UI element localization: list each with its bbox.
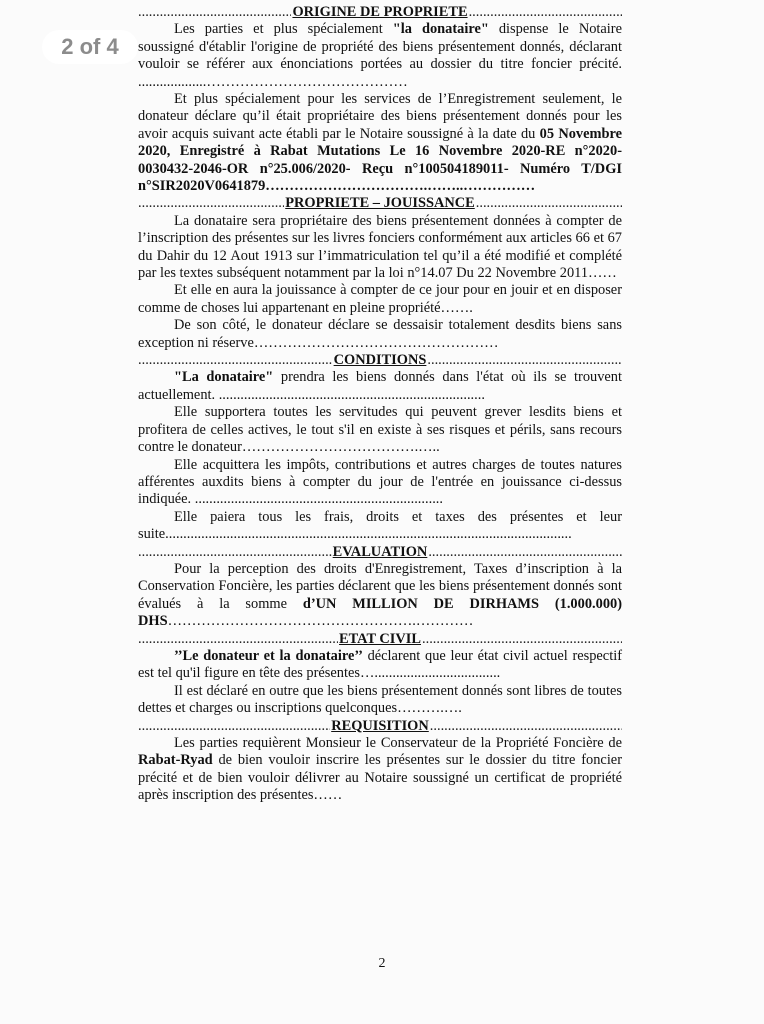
paragraph — [138, 648, 622, 683]
paragraph: Et elle en aura la jouissance à compter de ce jour pour en jouir et en disposer comme de choses lui appartenant en pleine propriété……. — [138, 282, 622, 316]
heading-evaluation — [138, 544, 622, 561]
paragraph — [138, 21, 622, 91]
section-title: ORIGINE DE PROPRIETE — [292, 4, 468, 20]
paragraph: Elle acquittera les impôts, contributions et autres charges de toutes natures afférentes auxdits biens à compter du jour de l'entrée en jouissance ci-dessus indiquée. ..................................................................... — [138, 456, 622, 508]
section-title: CONDITIONS — [333, 352, 427, 369]
dot-leader — [428, 544, 622, 561]
dot-leader — [138, 631, 338, 648]
dot-leader — [138, 718, 330, 735]
document-body — [138, 4, 622, 805]
paragraph — [138, 91, 622, 195]
dot-leader — [422, 631, 622, 648]
dot-leader — [138, 352, 333, 369]
paragraph: De son côté, le donateur déclare se dessaisir totalement desdits biens sans exception ni réserve…………………………………………… — [138, 317, 622, 351]
heading-etat-civil — [138, 631, 622, 648]
text: déclarent que leur état civil actuel respectif est tel qu'il figure en tête des présentes…................................... — [138, 647, 622, 682]
paragraph: Il est déclaré en outre que les biens présentement donnés sont libres de toutes dettes et charges ou inscriptions quelconques……….…. — [138, 682, 622, 717]
bold-text: 05 Novembre 2020, Enregistré à Rabat Mutations Le 16 Novembre 2020-RE n°2020-0030432-2046-OR n°25.006/2020- Reçu n°100504189011- Numéro T/DGI n°SIR2020V0641879…………………………….……..…………… — [138, 125, 622, 195]
paragraph — [138, 735, 622, 805]
section-title: PROPRIETE – JOUISSANCE — [285, 195, 475, 212]
paragraph — [138, 561, 622, 631]
bold-text: ’’Le donateur et la donataire’’ — [174, 647, 363, 664]
text: …………………………………………….………… — [167, 613, 474, 630]
paragraph — [138, 369, 622, 404]
section-title: EVALUATION — [332, 543, 428, 560]
heading-origine-de-propriete — [138, 4, 622, 21]
section-title: REQUISITION — [331, 717, 429, 734]
text: Les parties requièrent Monsieur le Conservateur de la Propriété Foncière de — [174, 734, 622, 751]
paragraph: La donataire sera propriétaire des biens présentement données à compter de l’inscription des présentes sur les livres fonciers conformément aux articles 66 et 67 du Dahir du 12 Aout 1913 sur l’immatriculation tel qu’il a été modifié et complété par les textes subséquent notamment par la loi n°14.07 Du 22 Novembre 2011…… — [138, 212, 622, 282]
text: Les parties et plus spécialement — [174, 21, 393, 38]
bold-text: Rabat-Ryad — [138, 752, 213, 769]
section-title: ETAT CIVIL — [339, 630, 421, 647]
text: prendra les biens donnés dans l'état où ils se trouvent actuellement. .......................................................................... — [138, 369, 622, 403]
text: Pour la perception des droits d'Enregistrement, Taxes d’inscription à la Conservation Foncière, les parties déclarent que les biens présentement donnés sont évalués à la somme — [138, 560, 622, 612]
dot-leader — [427, 352, 622, 369]
heading-propriete-jouissance — [138, 195, 622, 212]
paragraph: Elle supportera toutes les servitudes qui peuvent grever lesdits biens et profitera de celles actives, le tout s'il en existe à ses risques et périls, sans recours contre le donateur……………………………….….. — [138, 404, 622, 456]
dot-leader — [476, 195, 622, 212]
dot-leader — [138, 4, 291, 21]
bold-text: "La donataire" — [174, 369, 274, 386]
heading-requisition — [138, 718, 622, 735]
dot-leader — [430, 718, 622, 735]
text: de bien vouloir inscrire les présentes sur le dossier du titre foncier précité et de bien vouloir délivrer au Notaire soussigné un certificat de propriété après inscription des présentes…… — [138, 752, 622, 804]
dot-leader — [469, 4, 622, 21]
bold-text: d’UN MILLION DE DIRHAMS (1.000.000) DHS — [138, 595, 622, 630]
dot-leader — [138, 544, 332, 561]
dot-leader — [138, 195, 284, 212]
page-number: 2 — [378, 956, 386, 971]
text: dispense le Notaire soussigné d'établir l'origine de propriété des biens présentement donnés, déclarant vouloir se référer aux énonciations portées au dossier du titre foncier précité. ...................…………………………………… — [138, 21, 622, 90]
paragraph: Elle paiera tous les frais, droits et taxes des présentes et leur suite................................................................................................................. — [138, 508, 622, 543]
bold-text: "la donataire" — [392, 21, 489, 38]
text: Et plus spécialement pour les services de l’Enregistrement seulement, le donateur déclare qu’il était propriétaire des biens présentement donnés pour les avoir acquis suivant acte établi par le Notaire soussigné à la date du — [138, 91, 622, 142]
heading-conditions — [138, 352, 622, 369]
page-indicator-badge: 2 of 4 — [42, 30, 138, 64]
